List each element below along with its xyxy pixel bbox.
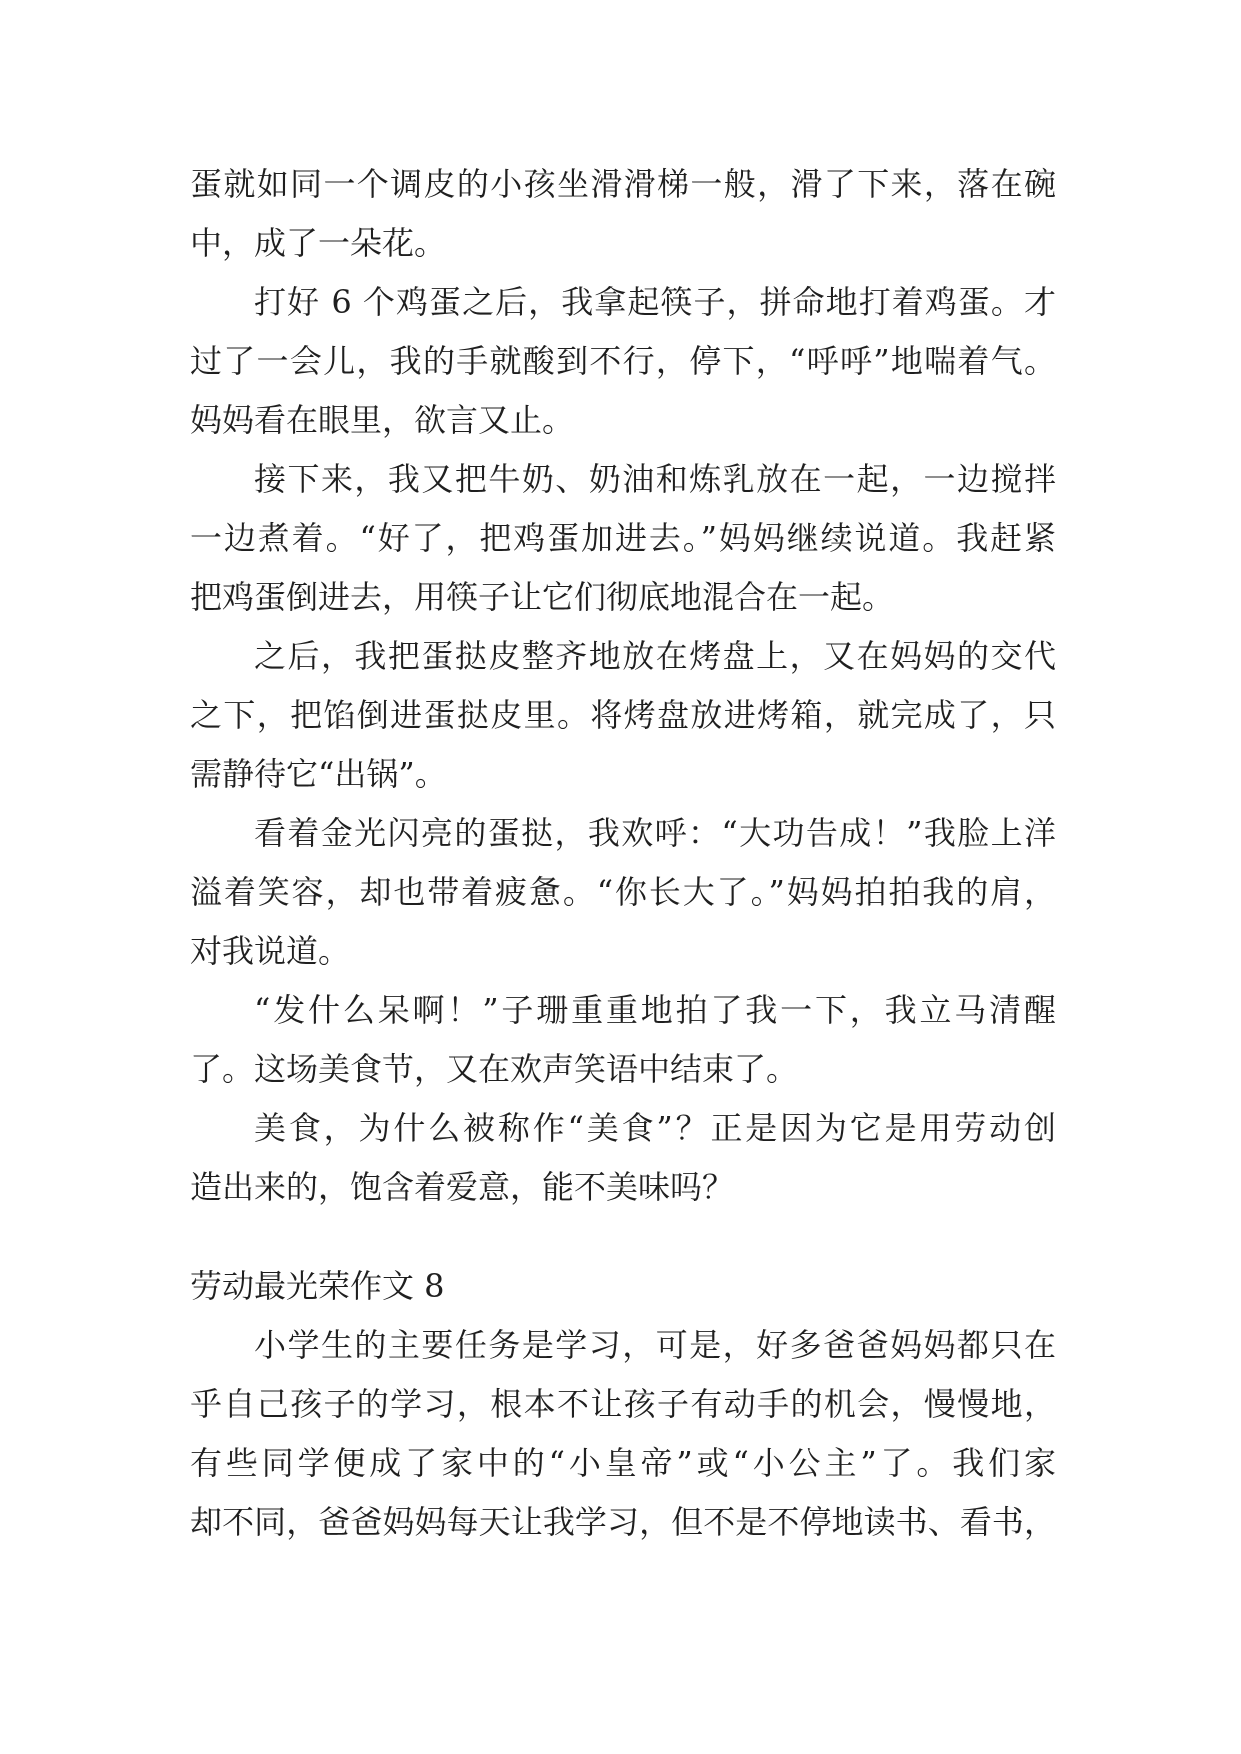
text-line: 看着金光闪亮的蛋挞，我欢呼：“大功告成！”我脸上洋 (254, 814, 1056, 852)
text-line: 对我说道。 (190, 932, 351, 970)
text-line: 把鸡蛋倒进去，用筷子让它们彻底地混合在一起。 (190, 578, 895, 616)
text-line: 美食，为什么被称作“美食”？正是因为它是用劳动创 (254, 1109, 1056, 1147)
document-page (190, 155, 1056, 1552)
text-line: “发什么呆啊！”子珊重重地拍了我一下，我立马清醒 (254, 991, 1056, 1029)
text-line: 溢着笑容，却也带着疲惫。“你长大了。”妈妈拍拍我的肩， (190, 873, 1056, 911)
paragraph (190, 981, 1056, 1099)
paragraph (190, 450, 1056, 627)
paragraph (190, 1316, 1056, 1552)
text-line: 蛋就如同一个调皮的小孩坐滑滑梯一般，滑了下来，落在碗 (190, 165, 1056, 203)
text-line: 之下，把馅倒进蛋挞皮里。将烤盘放进烤箱，就完成了，只 (190, 696, 1056, 734)
text-line: 之后，我把蛋挞皮整齐地放在烤盘上，又在妈妈的交代 (254, 637, 1056, 675)
paragraph (190, 804, 1056, 981)
paragraph (190, 155, 1056, 273)
text-line: 中，成了一朵花。 (190, 224, 447, 262)
section-title: 劳动最光荣作文 8 (190, 1267, 445, 1305)
text-line: 接下来，我又把牛奶、奶油和炼乳放在一起，一边搅拌 (254, 460, 1056, 498)
text-line: 妈妈看在眼里，欲言又止。 (190, 401, 575, 439)
text-line: 需静待它“出锅”。 (190, 755, 447, 793)
text-line: 却不同，爸爸妈妈每天让我学习，但不是不停地读书、看书， (190, 1503, 1056, 1541)
paragraph (190, 627, 1056, 804)
paragraph (190, 273, 1056, 450)
text-line: 小学生的主要任务是学习，可是，好多爸爸妈妈都只在 (254, 1326, 1056, 1364)
text-line: 了。这场美食节，又在欢声笑语中结束了。 (190, 1050, 799, 1088)
text-line: 有些同学便成了家中的“小皇帝”或“小公主”了。我们家 (190, 1444, 1056, 1482)
text-line: 乎自己孩子的学习，根本不让孩子有动手的机会，慢慢地， (190, 1385, 1056, 1423)
text-line: 过了一会儿，我的手就酸到不行，停下，“呼呼”地喘着气。 (190, 342, 1056, 380)
text-line: 一边煮着。“好了，把鸡蛋加进去。”妈妈继续说道。我赶紧 (190, 519, 1056, 557)
paragraph (190, 1099, 1056, 1217)
text-line: 造出来的，饱含着爱意，能不美味吗？ (190, 1168, 735, 1206)
text-line: 打好 6 个鸡蛋之后，我拿起筷子，拼命地打着鸡蛋。才 (254, 283, 1056, 321)
